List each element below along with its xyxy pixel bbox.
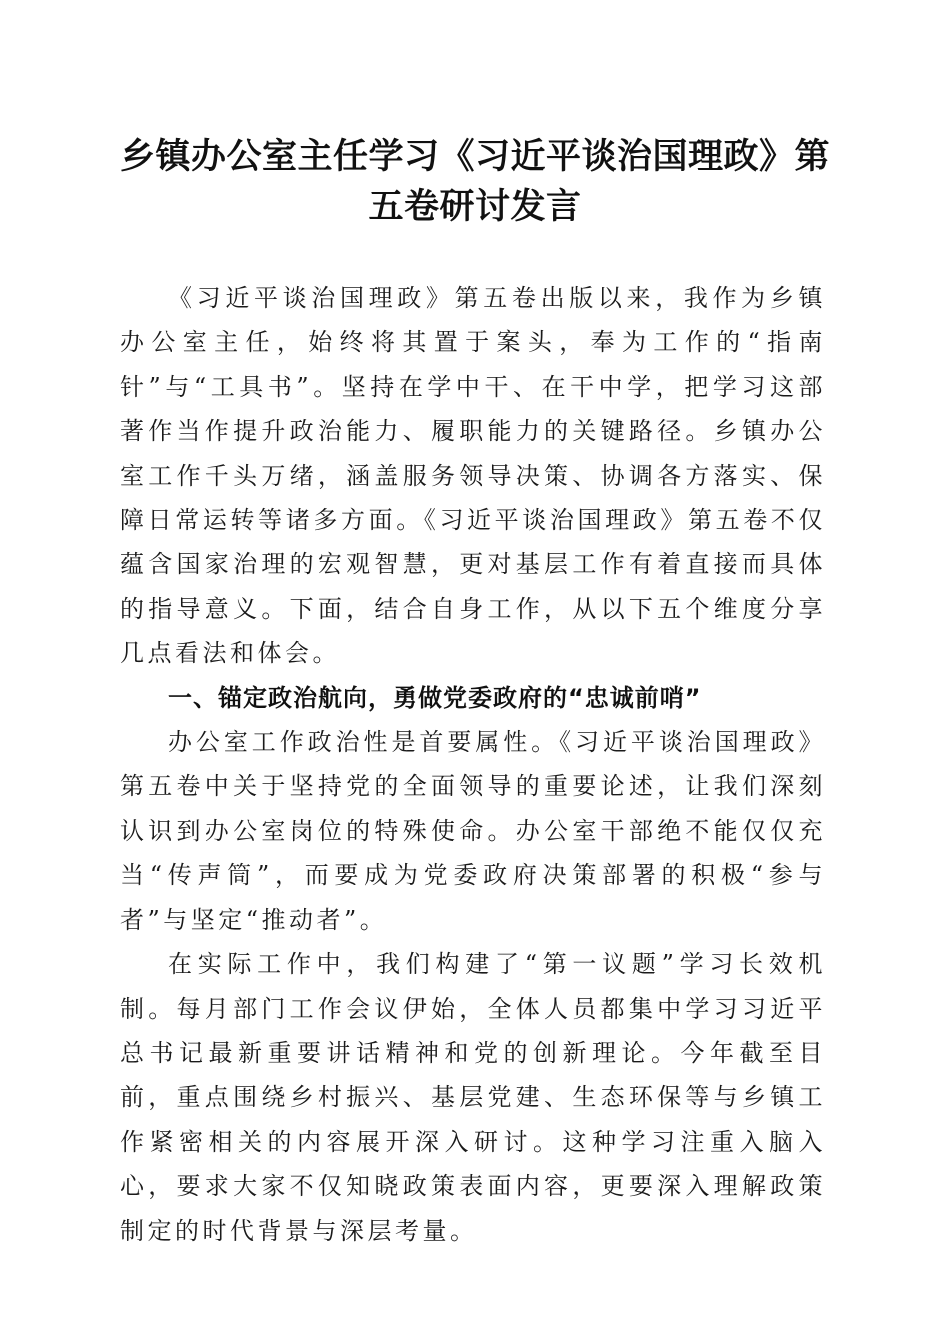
title-line-1: 乡镇办公室主任学习《习近平谈治国理政》第 (119, 136, 830, 177)
section-1-heading: 一、锚定政治航向，勇做党委政府的“忠诚前哨” (168, 683, 702, 712)
title-line-2: 五卷研讨发言 (368, 186, 582, 227)
section-1-paragraph-1: 办公室工作政治性是首要属性。《习近平谈治国理政》第五卷中关于坚持党的全面领导的重要论述，让我们深刻认识到办公室岗位的特殊使命。办公室干部绝不能仅仅充当“传声筒”，而要成为党委政府决策部署的积极“参与者”与坚定“推动者”。 (120, 728, 826, 934)
section-1-paragraph-2: 在实际工作中，我们构建了“第一议题”学习长效机制。每月部门工作会议伊始，全体人员都集中学习习近平总书记最新重要讲话精神和党的创新理论。今年截至目前，重点围绕乡村振兴、基层党建、生态环保等与乡镇工作紧密相关的内容展开深入研讨。这种学习注重入脑入心，要求大家不仅知晓政策表面内容，更要深入理解政策制定的时代背景与深层考量。 (120, 950, 826, 1245)
document-body (120, 276, 826, 1253)
intro-paragraph: 《习近平谈治国理政》第五卷出版以来，我作为乡镇办公室主任，始终将其置于案头，奉为工作的“指南针”与“工具书”。坚持在学中干、在干中学，把学习这部著作当作提升政治能力、履职能力的关键路径。乡镇办公室工作千头万绪，涵盖服务领导决策、协调各方落实、保障日常运转等诸多方面。《习近平谈治国理政》第五卷不仅蕴含国家治理的宏观智慧，更对基层工作有着直接而具体的指导意义。下面，结合自身工作，从以下五个维度分享几点看法和体会。 (120, 284, 826, 668)
document-title (110, 132, 840, 232)
